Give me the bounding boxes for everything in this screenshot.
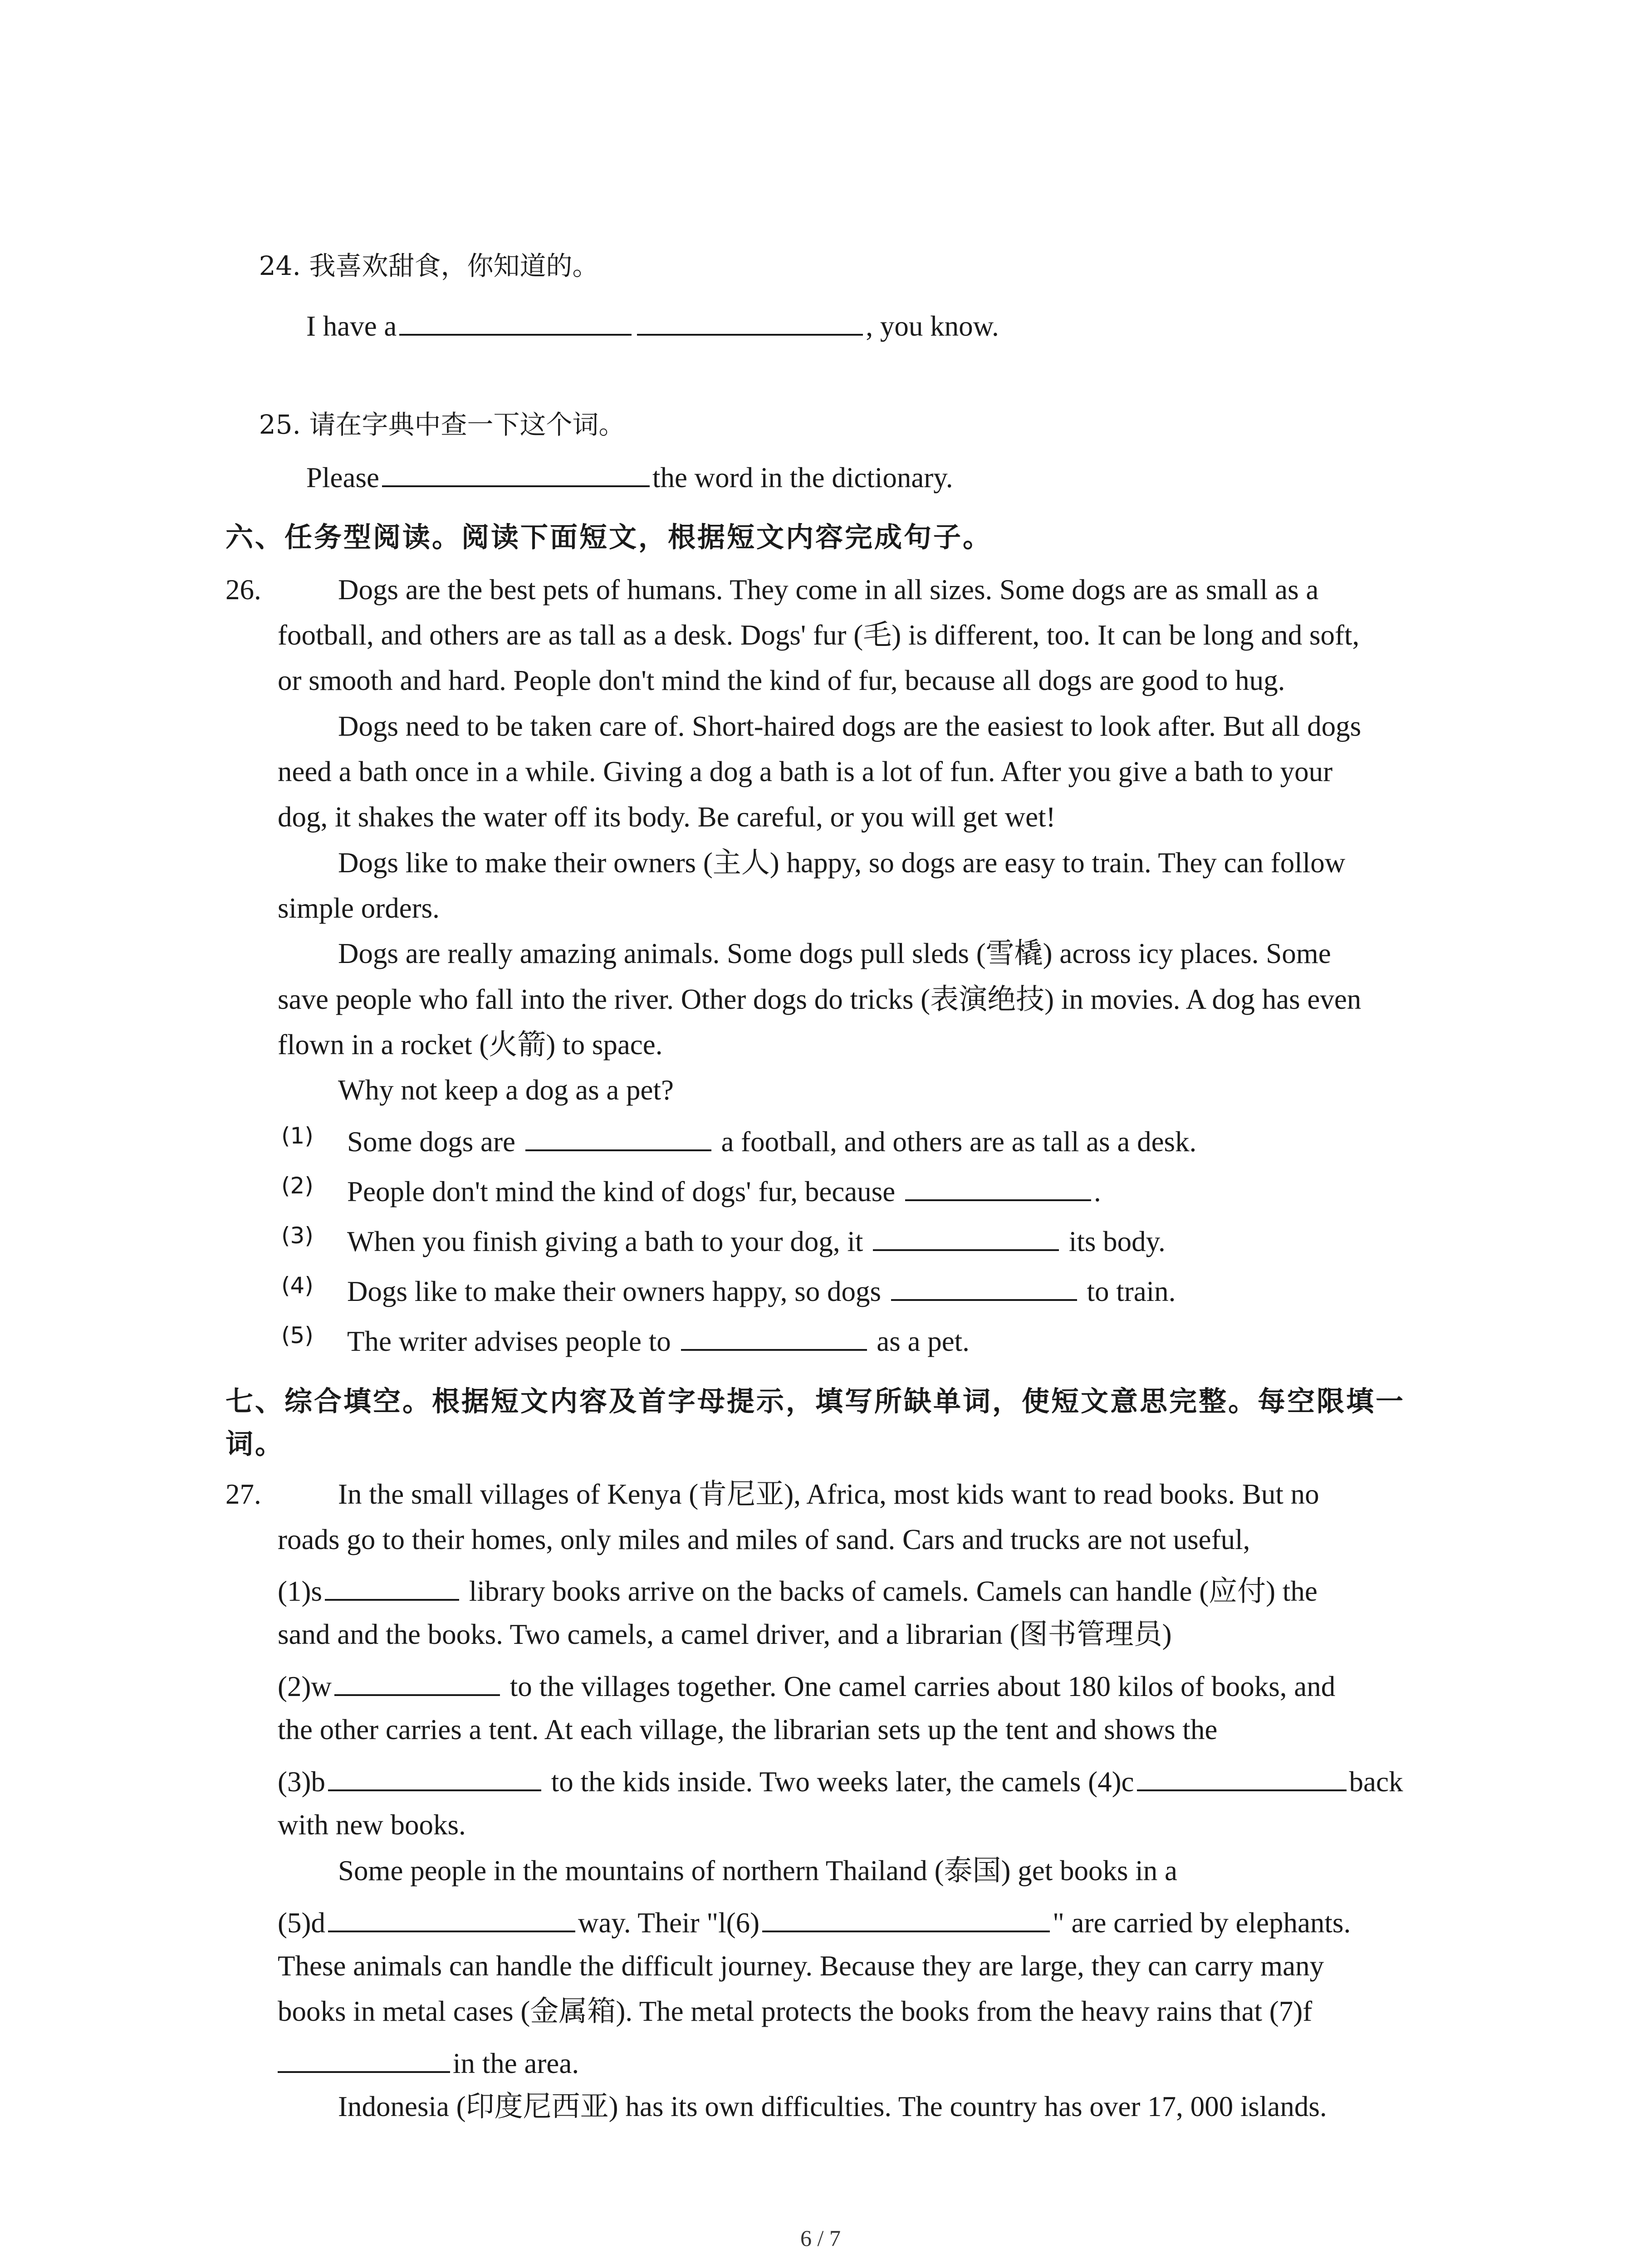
q26-item-text-b: a football, and others are as tall as a desk. <box>721 1126 1197 1158</box>
q26-line: flown in a rocket (火箭) to space. <box>278 1029 663 1061</box>
q27-blank-3[interactable] <box>328 1761 541 1791</box>
q27-line: the other carries a tent. At each village, the librarian sets up the tent and shows the <box>278 1714 1218 1745</box>
q26-item <box>347 1271 1176 1310</box>
q26-line: Dogs like to make their owners (主人) happy, so dogs are easy to train. They can follow <box>338 847 1346 879</box>
q26-line: Dogs are really amazing animals. Some dogs pull sleds (雪橇) across icy places. Some <box>338 938 1331 969</box>
q27-line: sand and the books. Two camels, a camel driver, and a librarian (图书管理员) <box>278 1618 1172 1650</box>
q26-item <box>347 1221 1166 1260</box>
q26-item-number: (2) <box>281 1173 314 1199</box>
q27-line <box>278 1902 1351 1941</box>
q24-blank-1[interactable] <box>399 306 632 336</box>
q25-line-b: the word in the dictionary. <box>652 462 953 494</box>
q26-item <box>347 1121 1196 1160</box>
q25-text: 请在字典中查一下这个词。 <box>309 409 625 440</box>
q26-item-number: (1) <box>281 1123 314 1149</box>
q27-blank-7[interactable] <box>278 2043 450 2073</box>
section7-heading-line1: 七、综合填空。根据短文内容及首字母提示，填写所缺单词，使短文意思完整。每空限填一 <box>225 1385 1406 1418</box>
q27-hint: (1)s <box>278 1575 322 1607</box>
q27-line: with new books. <box>278 1809 466 1841</box>
q26-item-blank[interactable] <box>681 1321 867 1351</box>
q27-blank-4[interactable] <box>1137 1761 1347 1791</box>
q27-line <box>278 2043 579 2082</box>
q26-item-text-b: its body. <box>1068 1226 1166 1257</box>
q26-line: Why not keep a dog as a pet? <box>338 1074 674 1106</box>
q27-blank-1[interactable] <box>325 1571 459 1601</box>
q26-item-text-b: . <box>1093 1176 1101 1207</box>
q26-item-text-b: as a pet. <box>877 1325 970 1357</box>
q26-line: need a bath once in a while. Giving a dog a bath is a lot of fun. After you give a bath to your <box>278 756 1333 787</box>
q26-item-text-a: The writer advises people to <box>347 1325 671 1357</box>
q26-line: or smooth and hard. People don't mind the kind of fur, because all dogs are good to hug. <box>278 665 1285 696</box>
q25-answer-line <box>278 421 953 532</box>
q26-line: football, and others are as tall as a desk. Dogs' fur (毛) is different, too. It can be long and soft, <box>278 619 1360 651</box>
q24-blank-2[interactable] <box>637 306 863 336</box>
q26-item-text-b: to train. <box>1087 1276 1176 1307</box>
q26-item-number: (3) <box>281 1222 314 1249</box>
q27-text: library books arrive on the backs of camels. Camels can handle (应付) the <box>469 1575 1318 1607</box>
q27-hint: (5)d <box>278 1907 325 1939</box>
q26-item-text-a: People don't mind the kind of dogs' fur, because <box>347 1176 896 1207</box>
q24-line-b: , you know. <box>866 310 999 342</box>
q26-line: dog, it shakes the water off its body. Be careful, or you will get wet! <box>278 801 1056 833</box>
q26-line: Dogs need to be taken care of. Short-haired dogs are the easiest to look after. But all dogs <box>338 710 1362 742</box>
q27-text: " are carried by elephants. <box>1053 1907 1351 1939</box>
q24-text: 我喜欢甜食，你知道的。 <box>309 250 599 281</box>
q26-item-blank[interactable] <box>873 1221 1059 1251</box>
q26-item <box>347 1321 970 1359</box>
q26-item-blank[interactable] <box>891 1271 1077 1301</box>
q27-line <box>278 1761 1403 1800</box>
q26-item-number: (4) <box>281 1272 314 1299</box>
q26-line: simple orders. <box>278 892 440 924</box>
q27-text: way. Their "l(6) <box>578 1907 760 1939</box>
q27-text: back <box>1349 1766 1403 1798</box>
q24-line-a: I have a <box>306 310 397 342</box>
q27-line <box>278 1571 1318 1609</box>
q27-text: in the area. <box>453 2048 579 2079</box>
q26-line: Dogs are the best pets of humans. They come in all sizes. Some dogs are as small as a <box>338 574 1319 606</box>
q26-item-blank[interactable] <box>525 1121 711 1151</box>
q24-number: 24. <box>259 250 301 281</box>
q26-item-text-a: When you finish giving a bath to your dog, it <box>347 1226 863 1257</box>
q26-item-number: (5) <box>281 1322 314 1349</box>
q27-hint: (3)b <box>278 1766 325 1798</box>
q26-number: 26. <box>225 574 261 606</box>
q27-line: In the small villages of Kenya (肯尼亚), Africa, most kids want to read books. But no <box>338 1478 1319 1510</box>
q27-hint: (2)w <box>278 1671 332 1702</box>
q27-line: Indonesia (印度尼西亚) has its own difficulties. The country has over 17, 000 islands. <box>338 2091 1327 2122</box>
q26-item-text-a: Dogs like to make their owners happy, so dogs <box>347 1276 881 1307</box>
q27-line: These animals can handle the difficult journey. Because they are large, they can carry many <box>278 1950 1324 1982</box>
q25-number: 25. <box>259 409 301 440</box>
q27-blank-6[interactable] <box>762 1902 1050 1932</box>
section6-heading: 六、任务型阅读。阅读下面短文，根据短文内容完成句子。 <box>225 521 993 553</box>
q27-text: to the kids inside. Two weeks later, the camels (4)c <box>551 1766 1134 1798</box>
q27-text: to the villages together. One camel carries about 180 kilos of books, and <box>509 1671 1336 1702</box>
q25-blank[interactable] <box>382 457 650 487</box>
q27-number: 27. <box>225 1478 261 1510</box>
page-number: 6 / 7 <box>800 2225 841 2251</box>
q27-line: books in metal cases (金属箱). The metal protects the books from the heavy rains that (7)f <box>278 1995 1313 2027</box>
q27-blank-2[interactable] <box>334 1666 500 1696</box>
q26-item-text-a: Some dogs are <box>347 1126 515 1158</box>
section7-heading-line2: 词。 <box>225 1428 285 1460</box>
q26-item-blank[interactable] <box>905 1171 1091 1201</box>
q27-line: roads go to their homes, only miles and miles of sand. Cars and trucks are not useful, <box>278 1524 1250 1555</box>
q27-line: Some people in the mountains of northern Thailand (泰国) get books in a <box>338 1855 1177 1887</box>
q24-answer-line <box>278 269 999 381</box>
q25-line-a: Please <box>306 462 379 494</box>
q26-line: save people who fall into the river. Other dogs do tricks (表演绝技) in movies. A dog has even <box>278 983 1362 1015</box>
q27-blank-5[interactable] <box>328 1902 575 1932</box>
q27-line <box>278 1666 1335 1705</box>
q26-item <box>347 1171 1101 1210</box>
